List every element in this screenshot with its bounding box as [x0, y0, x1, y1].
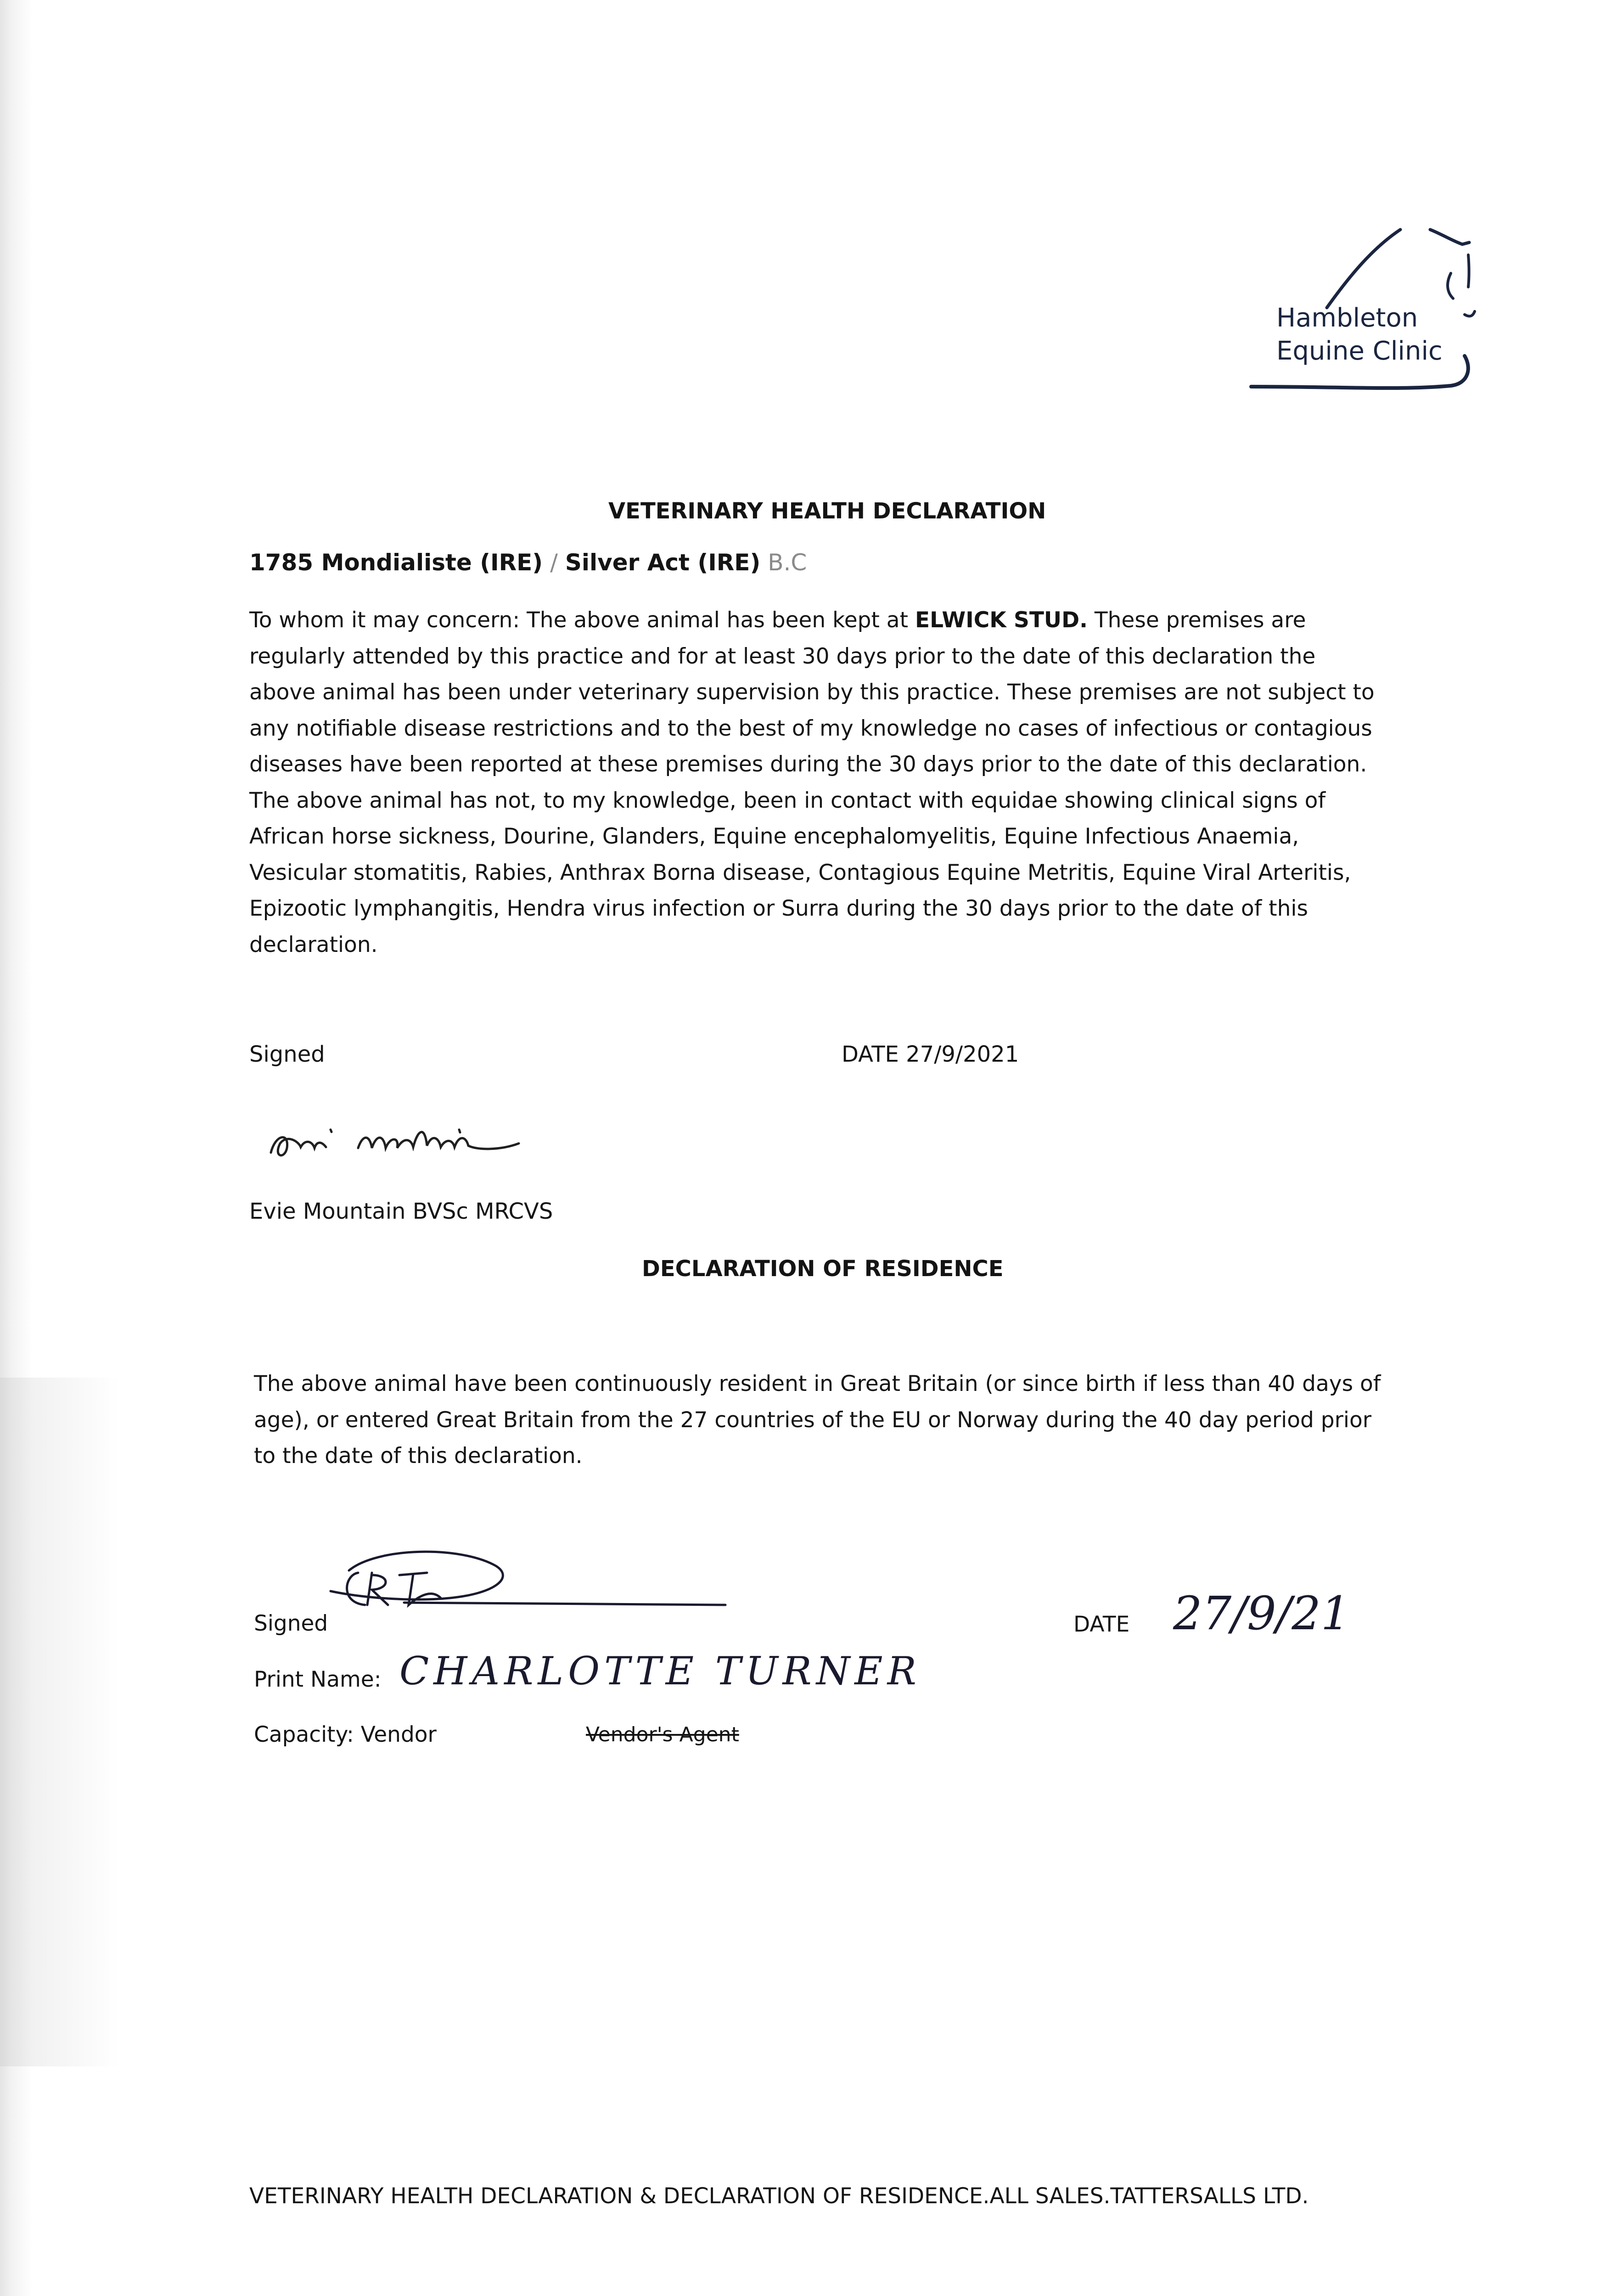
- vet-signature-text: [262, 1178, 294, 1183]
- health-body-part-2: These premises are regularly attended by this practice and for at least 30 days prior to the date of this declaration the above animal has been under veterinary supervision by this practice. These premises are not subject to any notifiable disease restrictions and to the best of my knowledge no cases of infectious or contagious diseases have been reported at these premises during the 30 days prior to the date of this declaration. The above animal has not, to my knowledge, been in contact with equidae showing clinical signs of African horse sickness, Dourine, Glanders, Equine encephalomyelitis, Equine Infectious Anaemia, Vesicular stomatitis, Rabies, Anthrax Borna disease, Contagious Equine Metritis, Equine Viral Arteritis, Epizootic lymphangitis, Hendra virus infection or Surra during the 30 days prior to the date of this declaration.: [249, 608, 1375, 957]
- scan-shadow: [0, 1378, 119, 2066]
- premises-name: ELWICK STUD.: [915, 608, 1088, 633]
- vet-signatory: Evie Mountain BVSc MRCVS: [249, 1199, 553, 1224]
- animal-dam: Silver Act (IRE): [565, 549, 761, 576]
- page-footer: VETERINARY HEALTH DECLARATION & DECLARATION OF RESIDENCE.ALL SALES.TATTERSALLS LTD.: [249, 2183, 1309, 2209]
- vendor-date-label: DATE: [1073, 1612, 1130, 1637]
- vet-signed-label: Signed: [249, 1041, 325, 1067]
- logo-line-1: Hambleton: [1276, 303, 1418, 333]
- vendor-date-value: 27/9/21: [1173, 1587, 1350, 1640]
- vendor-signed-label: Signed: [254, 1611, 328, 1636]
- capacity-label: Capacity: Vendor: [254, 1722, 437, 1747]
- animal-separator: /: [550, 549, 558, 576]
- vet-date: DATE 27/9/2021: [842, 1041, 1019, 1067]
- health-body-part-1: To whom it may concern: The above animal has been kept at: [249, 608, 909, 633]
- animal-sex: B.C: [768, 549, 807, 576]
- animal-line: [249, 549, 807, 576]
- capacity-struck-option: Vendor's Agent: [586, 1723, 739, 1746]
- vet-signature: [262, 1097, 583, 1176]
- vendor-signature: [321, 1548, 735, 1630]
- clinic-logo: [1249, 216, 1506, 409]
- health-declaration-body: [249, 602, 1383, 963]
- print-name-value: CHARLOTTE TURNER: [399, 1649, 921, 1694]
- residence-body: The above animal have been continuously resident in Great Britain (or since birth if less than 40 days of age), or entered Great Britain from the 27 countries of the EU or Norway during the 40 day period prior to the date of this declaration.: [254, 1371, 1381, 1469]
- health-declaration-title: VETERINARY HEALTH DECLARATION: [608, 498, 1046, 524]
- print-name-label: Print Name:: [254, 1667, 382, 1692]
- logo-line-2: Equine Clinic: [1276, 336, 1443, 366]
- residence-title: DECLARATION OF RESIDENCE: [642, 1256, 1004, 1282]
- animal-lot: 1785 Mondialiste (IRE): [249, 549, 543, 576]
